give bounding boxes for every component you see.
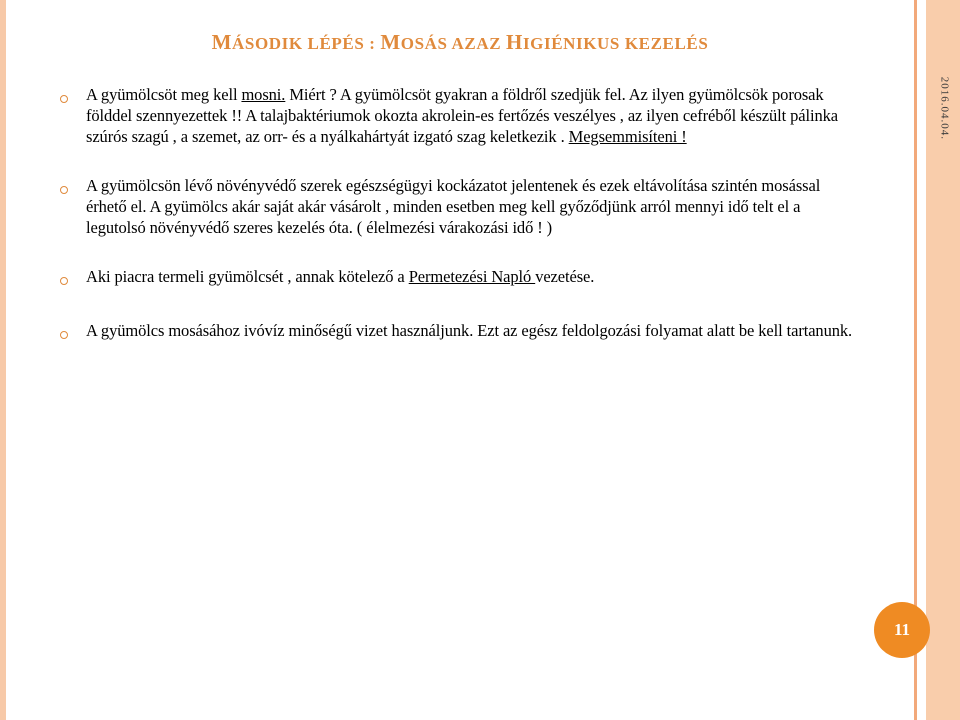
date-stamp: 2016.04.04. <box>938 76 950 140</box>
bullet-list <box>60 84 860 374</box>
title-part: OSÁS AZAZ <box>400 34 506 53</box>
bullet-circle-icon <box>60 320 86 346</box>
title-part: M <box>211 30 233 54</box>
bullet-circle-icon <box>60 84 86 110</box>
list-item-text: A gyümölcs mosásához ivóvíz minőségű vizet használjunk. Ezt az egész feldolgozási folyamat alatt be kell tartanunk. <box>86 321 853 340</box>
bullet-circle-icon <box>60 175 86 201</box>
bullet-circle-icon <box>60 266 86 292</box>
title-part: M <box>380 30 401 54</box>
list-item <box>60 84 860 147</box>
list-item <box>60 266 860 292</box>
page-number-badge: 11 <box>874 602 930 658</box>
title-part: H <box>506 30 523 54</box>
title-part: ÁSODIK LÉPÉS <box>232 34 365 53</box>
list-item <box>60 320 860 346</box>
list-item-text: A gyümölcsöt meg kell mosni. Miért ? A gyümölcsöt gyakran a földről szedjük fel. Az ilyen gyümölcsök porosak földdel szennyezettek !! A talajbaktériumok okozta akrolein-es fertőzés veszélyes , az ilyen cefréből készült pálinka szúrós szagú , a szemet, az orr- és a nyálkahártyát izgató szag keletkezik . Megsemmisíteni ! <box>86 85 839 146</box>
title-part: IGIÉNIKUS KEZELÉS <box>522 34 709 53</box>
list-item-text: A gyümölcsön lévő növényvédő szerek egészségügyi kockázatot jelentenek és ezek eltávolítása szintén mosással érhető el. A gyümölcs akár saját akár vásárolt , minden esetben meg kell győződjünk arról mennyi idő telt el a legutolsó növényvédő szeres kezelés óta. ( élelmezési várakozási idő ! ) <box>86 176 821 237</box>
list-item <box>60 175 860 238</box>
slide-title <box>0 30 920 55</box>
left-accent-gap <box>6 0 9 720</box>
list-item-text: Aki piacra termeli gyümölcsét , annak kötelező a Permetezési Napló vezetése. <box>86 267 595 286</box>
title-part: : <box>364 34 381 53</box>
